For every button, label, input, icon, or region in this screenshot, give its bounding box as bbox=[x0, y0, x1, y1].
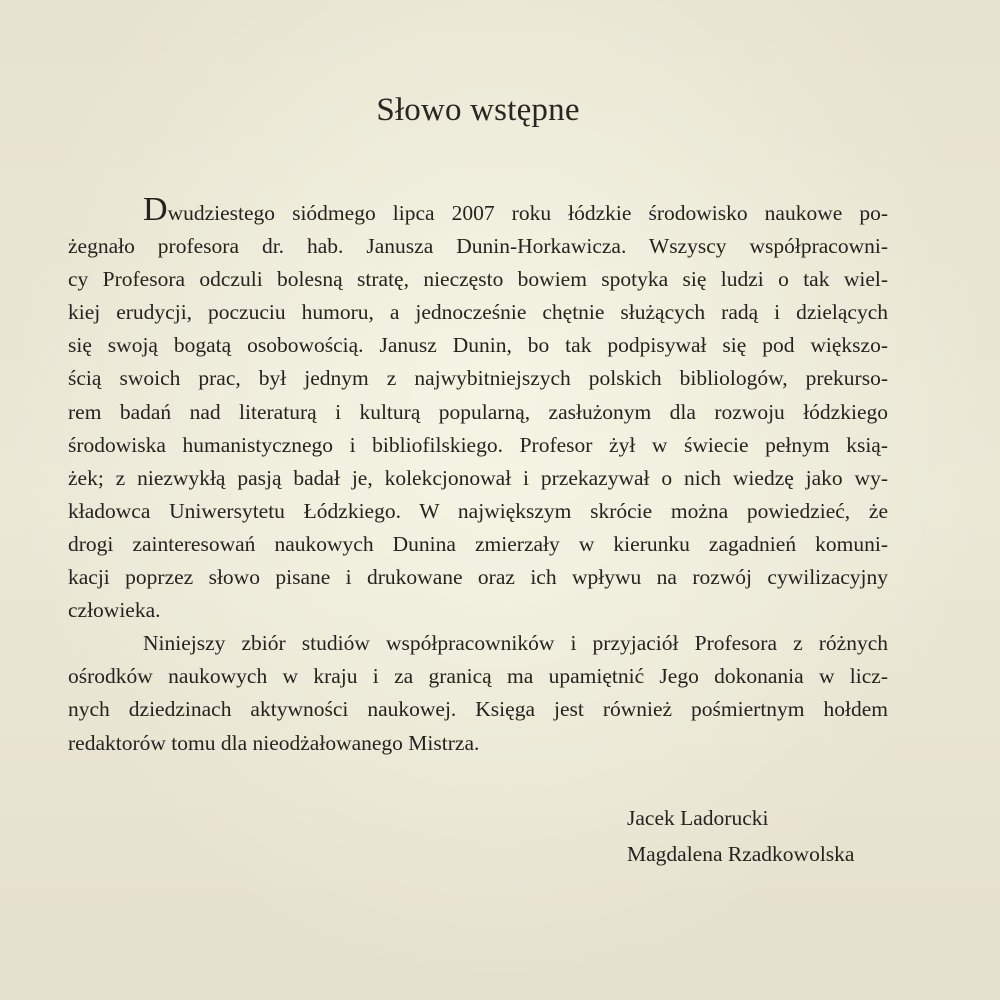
text-line: kacji poprzez słowo pisane i drukowane oraz ich wpływu na rozwój cywilizacyjny bbox=[68, 565, 888, 590]
text-line: kładowca Uniwersytetu Łódzkiego. W największym skrócie można powiedzieć, że bbox=[68, 498, 888, 523]
text-line: Niniejszy zbiór studiów współpracowników i przyjaciół Profesora z różnych bbox=[143, 631, 888, 656]
drop-cap: D bbox=[143, 191, 168, 228]
text-line: rem badań nad literaturą i kulturą popularną, zasłużonym dla rozwoju łódzkiego bbox=[68, 399, 888, 424]
text-line: się swoją bogatą osobowością. Janusz Dunin, bo tak podpisywał się pod większo- bbox=[68, 333, 888, 358]
text-line: cy Profesora odczuli bolesną stratę, nieczęsto bowiem spotyka się ludzi o tak wiel- bbox=[68, 267, 888, 292]
text-line-1 bbox=[68, 191, 888, 230]
signatures bbox=[627, 800, 854, 872]
signature-name: Magdalena Rzadkowolska bbox=[627, 842, 855, 866]
page-title: Słowo wstępne bbox=[376, 92, 580, 128]
text-line: żek; z niezwykłą pasją badał je, kolekcjonował i przekazywał o nich wiedzę jako wy- bbox=[68, 465, 888, 490]
text-line: redaktorów tomu dla nieodżałowanego Mistrza. bbox=[68, 730, 480, 755]
text-line: drogi zainteresowań naukowych Dunina zmierzały w kierunku zagadnień komuni- bbox=[68, 531, 888, 556]
text-line: ośrodków naukowych w kraju i za granicą ma upamiętnić Jego dokonania w licz- bbox=[68, 664, 888, 689]
text-line: nych dziedzinach aktywności naukowej. Księga jest również pośmiertnym hołdem bbox=[68, 697, 888, 722]
signature-name: Jacek Ladorucki bbox=[627, 806, 769, 830]
first-line-text: wudziestego siódmego lipca 2007 roku łódzkie środowisko naukowe po- bbox=[167, 201, 888, 225]
text-line: ścią swoich prac, był jednym z najwybitniejszych polskich bibliologów, prekurso- bbox=[68, 366, 888, 391]
text-line: człowieka. bbox=[68, 598, 161, 623]
text-line: środowiska humanistycznego i bibliofilskiego. Profesor żył w świecie pełnym ksią- bbox=[68, 432, 888, 457]
text-line: żegnało profesora dr. hab. Janusza Dunin-Horkawicza. Wszyscy współpracowni- bbox=[68, 234, 888, 259]
preface-body bbox=[68, 191, 888, 760]
text-line: kiej erudycji, poczuciu humoru, a jednocześnie chętnie służących radą i dzielących bbox=[68, 300, 888, 325]
